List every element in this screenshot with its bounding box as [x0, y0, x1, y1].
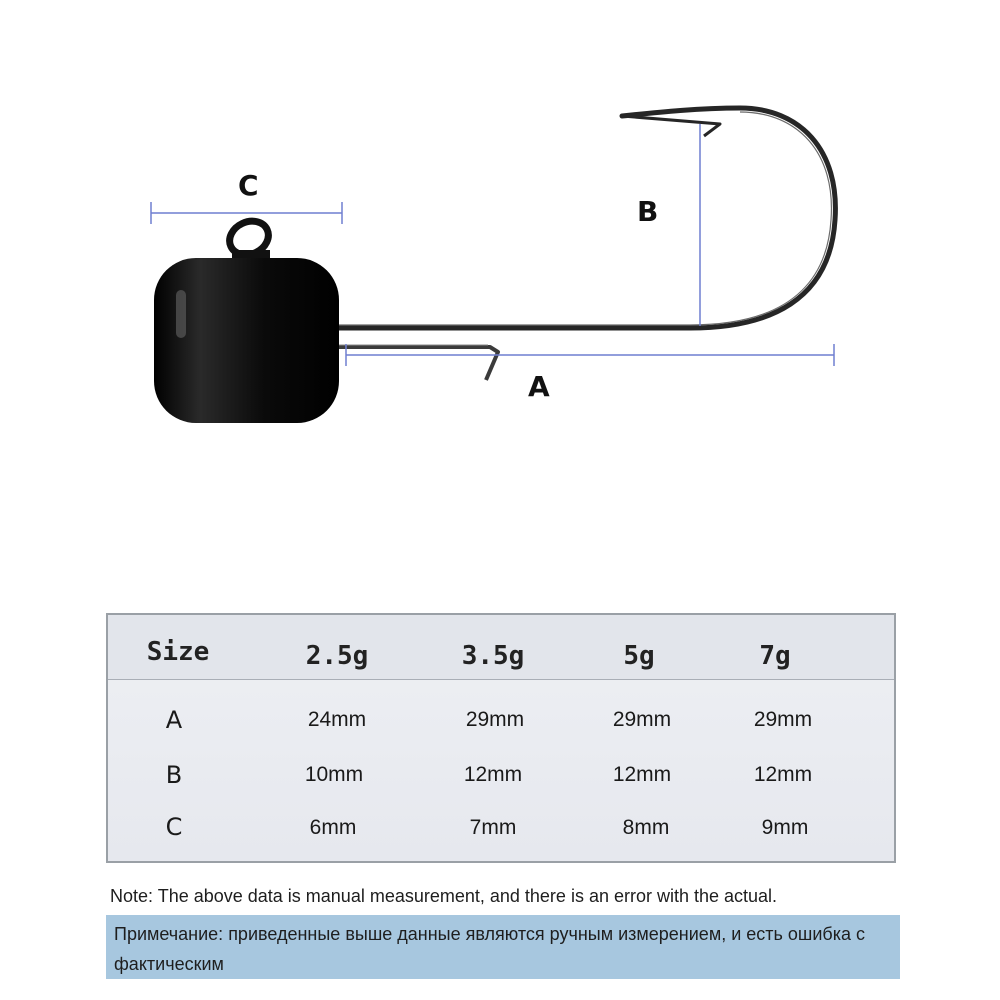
- dimension-label-c: C: [238, 169, 259, 202]
- hook-wire-highlight: [330, 112, 831, 325]
- table-cell: 9mm: [761, 816, 809, 839]
- keeper-wire: [330, 347, 498, 380]
- hook-barb: [622, 116, 720, 136]
- table-cell: 24mm: [307, 708, 367, 731]
- dimension-label-b: B: [637, 195, 659, 228]
- table-cell: 29mm: [753, 708, 813, 731]
- table-cell: 6mm: [309, 816, 357, 839]
- header-5g: 5g: [623, 641, 655, 671]
- note-english: Note: The above data is manual measurement, and there is an error with the actual.: [110, 886, 778, 906]
- table-cell: 8mm: [622, 816, 670, 839]
- dimension-label-a: A: [528, 370, 550, 403]
- row-label-b: B: [165, 761, 183, 789]
- hook-wire: [330, 108, 835, 328]
- note-russian: Примечание: приведенные выше данные являются ручным измерением, и есть ошибка с фактическим: [114, 924, 865, 974]
- row-label-a: A: [165, 706, 183, 734]
- row-label-c: C: [165, 813, 183, 841]
- table-cell: 12mm: [612, 763, 672, 786]
- size-table: [106, 613, 896, 863]
- table-cell: 29mm: [612, 708, 672, 731]
- header-size: Size: [146, 637, 210, 667]
- table-header-row: [108, 615, 894, 680]
- lure-head-body: [154, 258, 339, 423]
- header-3-5g: 3.5g: [461, 641, 525, 671]
- table-cell: 12mm: [463, 763, 523, 786]
- table-cell: 29mm: [465, 708, 525, 731]
- lure-head-highlight: [176, 290, 186, 338]
- table-cell: 7mm: [469, 816, 517, 839]
- header-2-5g: 2.5g: [305, 641, 369, 671]
- table-cell: 12mm: [753, 763, 813, 786]
- table-cell: 10mm: [304, 763, 364, 786]
- note-russian-box: [106, 915, 900, 979]
- header-7g: 7g: [759, 641, 791, 671]
